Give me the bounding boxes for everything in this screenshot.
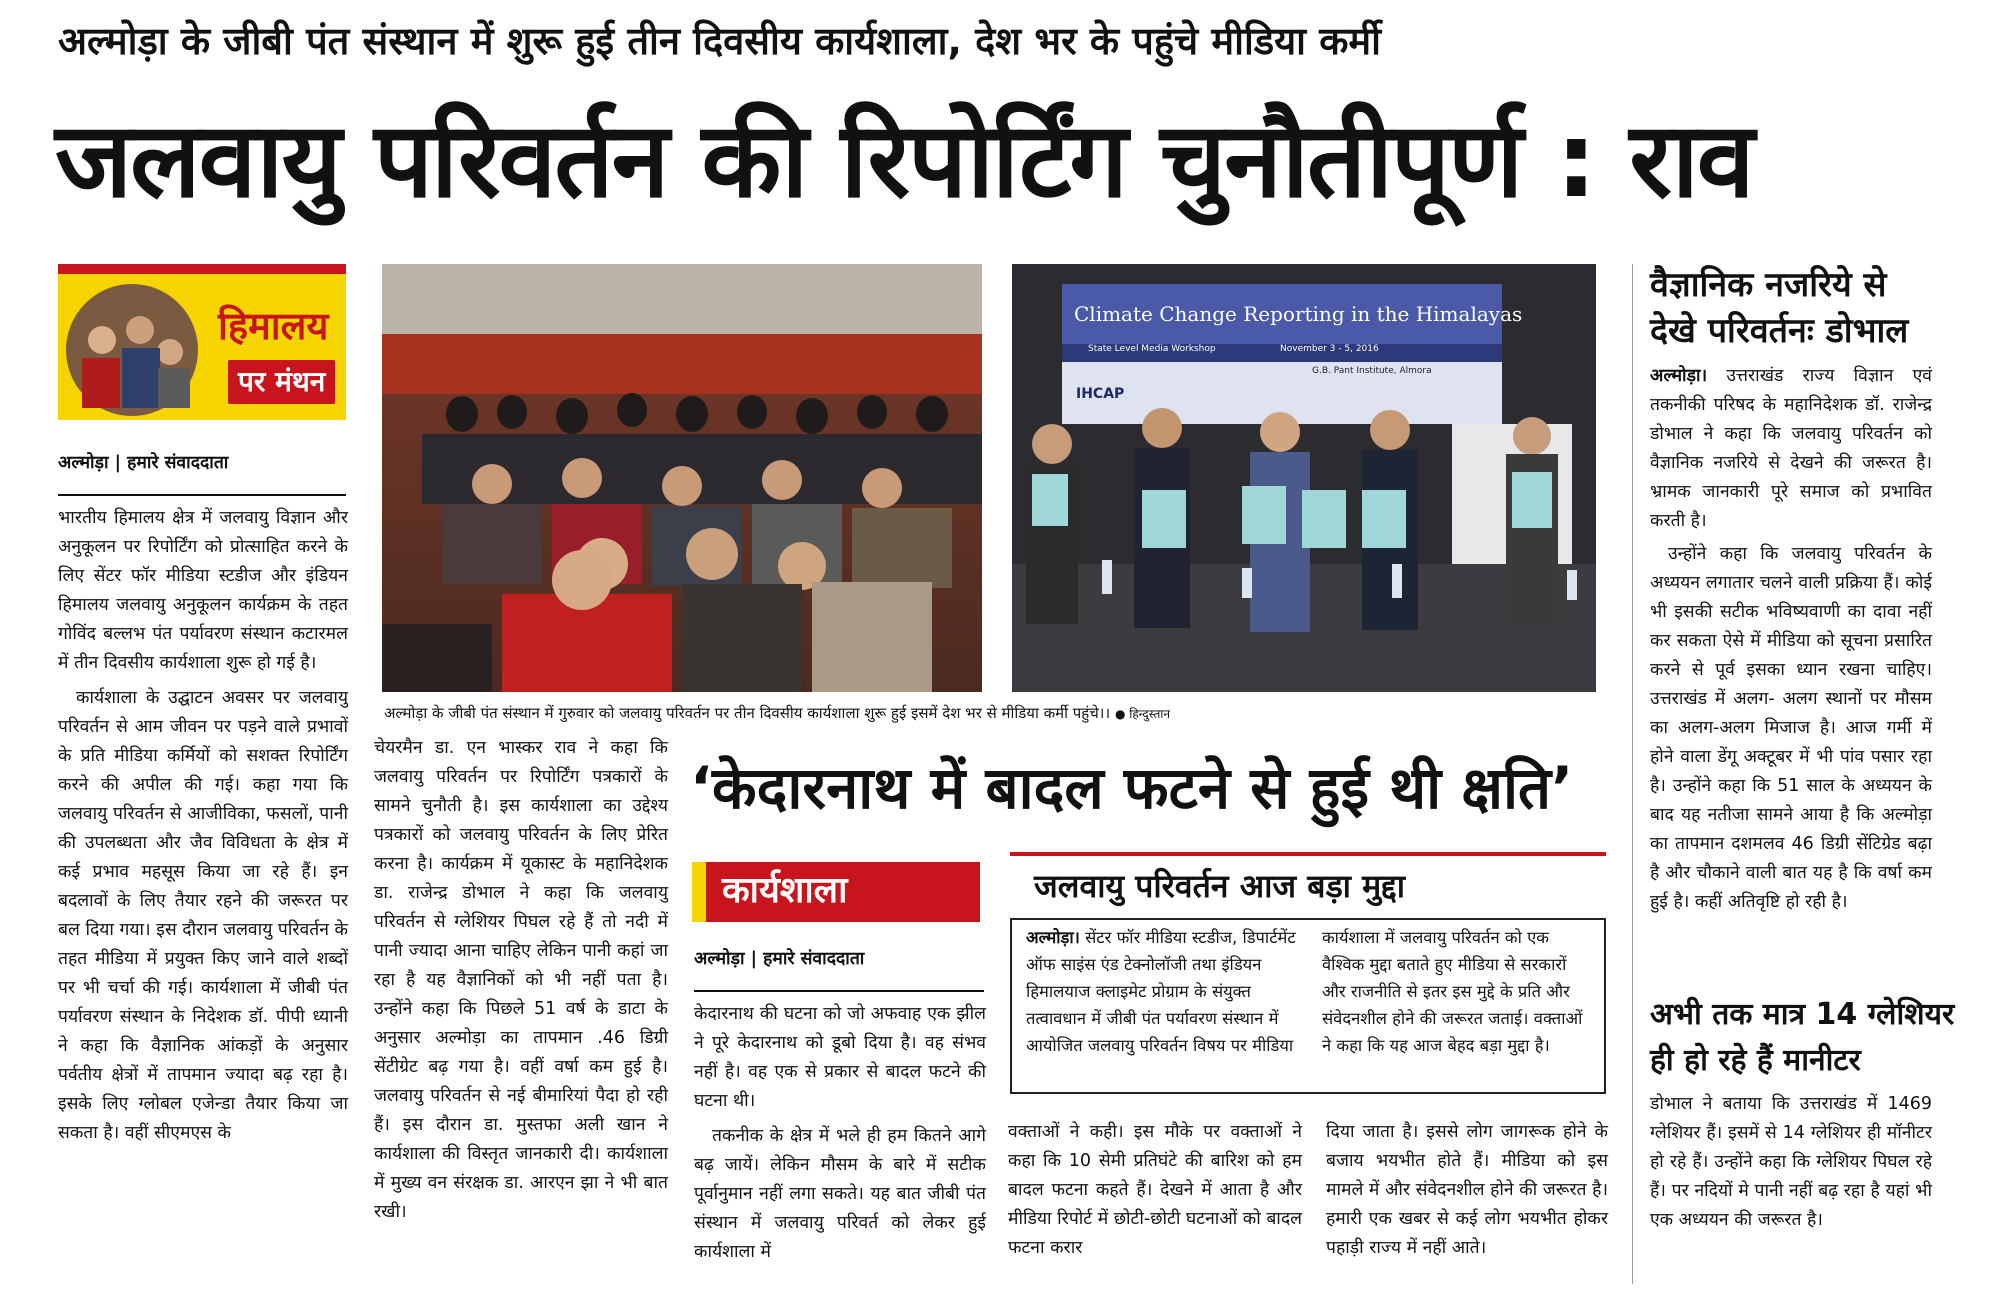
box-body xyxy=(1010,918,1606,1094)
series-line2: पर मंथन xyxy=(238,365,326,398)
box-top-rule xyxy=(1010,852,1606,856)
right-column-rule xyxy=(1632,264,1633,1284)
caption-text: अल्मोड़ा के जीबी पंत संस्थान में गुरुवार को जलवायु परिवर्तन पर तीन दिवसीय कार्यशाला शुरू हुई इसमें देश भर से मीडिया कर्मी पहुंचे।। xyxy=(384,704,1111,722)
box-right-text: कार्यशाला में जलवायु परिवर्तन को एक वैश्विक मुद्दा बताते हुए मीडिया से सरकारों और राजनीति से इतर इस मुद्दे के प्रति और संवेदनशील होने की जरूरत जताई। वक्ताओं ने कहा कि यह आज बेहद बड़ा मुद्दा है। xyxy=(1322,928,1583,1055)
headline-line: अभी तक मात्र 14 ग्लेशियर xyxy=(1650,997,1955,1032)
stage-photo-icon xyxy=(1012,264,1596,692)
photo-audience xyxy=(382,264,982,692)
sidebar-box xyxy=(1010,852,1606,1094)
banner-dates: November 3 - 5, 2016 xyxy=(1280,344,1379,354)
divider xyxy=(58,494,346,496)
box-left-column xyxy=(1026,924,1296,1059)
paragraph xyxy=(1650,362,1932,536)
paragraph-text: उत्तराखंड राज्य विज्ञान एवं तकनीकी परिषद के महानिदेशक डॉ. राजेन्द्र डोभाल ने कहा कि जलवायु परिवर्तन को वैज्ञानिक नजरिये से देखने की जरूरत है। भ्रामक जानकारी पूरे समाज को प्रभावित करती है। xyxy=(1650,366,1932,531)
subheadline-kedarnath: ‘केदारनाथ में बादल फटने से हुई थी क्षति’ xyxy=(690,754,1574,822)
banner-title: Climate Change Reporting in the Himalayas xyxy=(1074,302,1523,326)
headline-line: ही हो रहे हैं मानीटर xyxy=(1650,1043,1861,1078)
article-column-1 xyxy=(58,504,348,1148)
series-logo-topbar xyxy=(58,264,346,274)
headline-line: वैज्ञानिक नजरिये से xyxy=(1650,265,1887,305)
photo-caption xyxy=(384,702,1596,725)
right-article-2 xyxy=(1650,1090,1932,1235)
paragraph: भारतीय हिमालय क्षेत्र में जलवायु विज्ञान और अनुकूलन पर रिपोर्टिंग को प्रोत्साहित करने के लिए सेंटर फॉर मीडिया स्टडीज और इंडियन हिमालय जलवायु अनुकूलन कार्यक्रम के तहत गोविंद बल्लभ पंत पर्यावरण संस्थान कटारमल में तीन दिवसीय कार्यशाला शुरू हो गई है। xyxy=(58,508,348,673)
kicker-headline: अल्मोड़ा के जीबी पंत संस्थान में शुरू हुई तीन दिवसीय कार्यशाला, देश भर के पहुंचे मीडिया कर्मी xyxy=(58,19,1381,63)
paragraph: केदारनाथ की घटना को जो अफवाह एक झील ने पूरे केदारनाथ को डूबो दिया है। वह संभव नहीं है। वह एक से प्रकार से बादल फटने की घटना थी। xyxy=(694,1004,986,1111)
article-column-3 xyxy=(694,1000,986,1267)
paragraph: कार्यशाला के उद्घाटन अवसर पर जलवायु परिवर्तन से आम जीवन पर पड़ने वाले प्रभावों के प्रति मीडिया कर्मियों को सशक्त रिपोर्टिंग करने की अपील की गई। कहा गया कि जलवायु परिवर्तन से आजीविका, फसलों, पानी की उपलब्धता और जैव विविधता के क्षेत्र में कई प्रभाव महसूस किया जा रहे हैं। इन बदलावों के लिए तैयार रहने की जरूरत पर बल दिया गया। इस दौरान जलवायु परिवर्तन के तहत मीडिया में प्रयुक्त किए जाने वाले शब्दों पर भी चर्चा की गई। कार्यशाला में जीबी पंत पर्यावरण संस्थान के निदेशक डॉ. पीपी ध्यानी ने कहा कि वैज्ञानिक आंकड़ों के अनुसार पर्वतीय क्षेत्रों में तापमान ज्यादा बढ़ रहा है। इसके लिए ग्लोबल एजेन्डा तैयार किया जा सकता है। वहीं सीएमएस के xyxy=(58,688,348,1143)
divider xyxy=(694,990,984,992)
paragraph: दिया जाता है। इससे लोग जागरूक होने के बजाय भयभीत होते हैं। मीडिया को इस मामले में और संवेदनशील होने की जरूरत है। हमारी एक खबर से कई लोग भयभीत होकर पहाड़ी राज्य में नहीं आते। xyxy=(1326,1122,1608,1258)
box-left-text: सेंटर फॉर मीडिया स्टडीज, डिपार्टमेंट ऑफ साइंस एंड टेक्नोलॉजी तथा इंडियन हिमालयाज क्लाइमेट प्रोग्राम के संयुक्त तत्वावधान में जीबी पंत पर्यावरण संस्थान में आयोजित जलवायु परिवर्तन विषय पर मीडिया xyxy=(1026,928,1296,1055)
karyashala-label xyxy=(692,862,980,922)
dateline: अल्मोड़ा। xyxy=(1650,366,1708,386)
paragraph: उन्होंने कहा कि जलवायु परिवर्तन के अध्ययन लगातार चलने वाली प्रक्रिया हैं। कोई भी इसकी सटीक भविष्यवाणी का दावा नहीं कर सकता ऐसे में मीडिया को सूचना प्रसारित करने से पूर्व इसका ध्यान रखना चाहिए। उत्तराखंड में अलग- अलग स्थानों पर मौसम का अलग-अलग मिजाज है। आज गर्मी में होने वाला डेंगू अक्टूबर में भी पांव पसार रहा है। उन्होंने कहा कि 51 साल के अध्ययन के बाद यह नतीजा सामने आया है कि अल्मोड़ा का तापमान दशमलव 46 डिग्री सेंटिग्रेड बढ़ा है और चौकाने वाली बात यह है कि वर्षा कम हुई है। कहीं अतिवृष्टि हो रही है। xyxy=(1650,544,1932,912)
article-column-4 xyxy=(1008,1118,1302,1263)
banner-subtitle: State Level Media Workshop xyxy=(1088,344,1216,354)
series-logo xyxy=(58,264,346,420)
byline: अल्मोड़ा | हमारे संवाददाता xyxy=(694,949,865,969)
right-headline-2 xyxy=(1650,992,1980,1084)
paragraph: वक्ताओं ने कही। इस मौके पर वक्ताओं ने कहा कि 10 सेमी प्रतिघंटे की बारिश को हम बादल फटना कहते हैं। देखने में आता है और मीडिया रिपोर्ट में छोटी-छोटी घटनाओं को बादल फटना करार xyxy=(1008,1122,1302,1258)
label-text: कार्यशाला xyxy=(722,870,848,911)
article-column-5 xyxy=(1326,1118,1608,1263)
paragraph: डोभाल ने बताया कि उत्तराखंड में 1469 ग्लेशियर हैं। इसमें से 14 ग्लेशियर ही मॉनीटर हो रहे हैं। उन्होंने कहा कि ग्लेशियर पिघल रहे हैं। पर नदियों मे पानी नहीं बढ़ रहा है यहां भी एक अध्ययन की जरूरत है। xyxy=(1650,1094,1932,1230)
headline-line: देखे परिवर्तनः डोभाल xyxy=(1650,311,1909,351)
banner-venue: G.B. Pant Institute, Almora xyxy=(1312,366,1432,376)
audience-photo-icon xyxy=(382,264,982,692)
box-right-column xyxy=(1322,924,1592,1059)
box-left-lead: अल्मोड़ा। xyxy=(1026,928,1080,947)
byline: अल्मोड़ा | हमारे संवाददाता xyxy=(58,453,229,473)
series-line2-badge xyxy=(228,360,335,404)
right-article-1 xyxy=(1650,362,1932,917)
main-headline: जलवायु परिवर्तन की रिपोर्टिंग चुनौतीपूर्ण : राव xyxy=(55,99,1753,221)
box-title: जलवायु परिवर्तन आज बड़ा मुद्दा xyxy=(1034,867,1406,905)
series-line1: हिमालय xyxy=(218,304,329,348)
banner-logo: IHCAP xyxy=(1076,386,1125,402)
photo-book-release xyxy=(1012,264,1596,692)
paragraph: तकनीक के क्षेत्र में भले ही हम कितने आगे बढ़ जायें। लेकिन मौसम के बारे में सटीक पूर्वानुमान नहीं लगा सकते। यह बात जीबी पंत संस्थान में जलवायु परिवर्त को लेकर हुई कार्यशाला में xyxy=(694,1126,986,1262)
article-column-2 xyxy=(374,734,668,1227)
caption-credit: ● हिन्दुस्तान xyxy=(1114,707,1171,721)
paragraph: चेयरमैन डा. एन भास्कर राव ने कहा कि जलवायु परिवर्तन पर रिपोर्टिंग पत्रकारों के सामने चुनौती है। इस कार्यशाला का उद्देश्य पत्रकारों को जलवायु परिवर्तन के लिए प्रेरित करना है। कार्यक्रम में यूकास्ट के महानिदेशक डा. राजेन्द्र डोभाल ने कहा कि जलवायु परिवर्तन से ग्लेशियर पिघल रहे हैं तो नदी में पानी ज्यादा आना चाहिए लेकिन पानी कहां जा रहा है यह वैज्ञानिकों को भी नहीं पता है। उन्होंने कहा कि पिछले 51 वर्ष के डाटा के अनुसार अल्मोड़ा का तापमान .46 डिग्री सेंटीग्रेट बढ़ गया है। वहीं वर्षा कम हुई है। जलवायु परिवर्तन से नई बीमारियां पैदा हो रही हैं। इस दौरान डा. मुस्तफा अली खान ने कार्यशाला की विस्तृत जानकारी दी। कार्यशाला में मुख्य वन संरक्षक डा. आरएन झा ने भी बात रखी। xyxy=(374,738,668,1222)
crowd-photo-icon xyxy=(62,280,202,420)
right-headline-1 xyxy=(1650,262,1980,354)
label-yellow-stripe xyxy=(692,862,706,922)
